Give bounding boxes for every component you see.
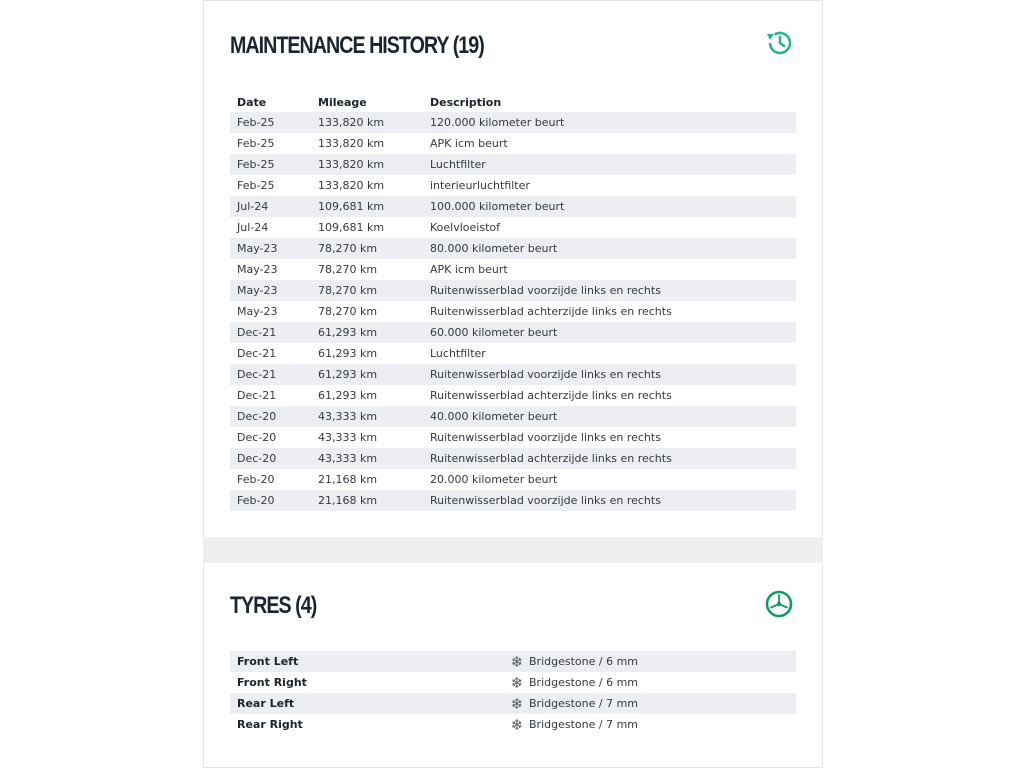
cell-mileage: 21,168 km (311, 490, 423, 511)
cell-date: Feb-25 (230, 154, 311, 175)
cell-date: Feb-20 (230, 490, 311, 511)
section-divider (203, 537, 823, 563)
tyre-brand-depth: Bridgestone / 7 mm (529, 718, 638, 731)
cell-mileage: 109,681 km (318, 221, 385, 234)
column-header-mileage: Mileage (318, 95, 367, 109)
cell-date: May-23 (237, 263, 278, 276)
cell-date: Feb-25 (237, 137, 275, 150)
cell-description: Ruitenwisserblad voorzijde links en rechts (423, 490, 796, 511)
table-row (230, 406, 796, 427)
tyre-brand-depth: Bridgestone / 7 mm (527, 693, 796, 714)
cell-date: Dec-21 (230, 364, 311, 385)
cell-date: Jul-24 (237, 221, 269, 234)
cell-date: May-23 (230, 238, 311, 259)
cell-mileage: 61,293 km (318, 389, 378, 402)
cell-mileage: 133,820 km (311, 154, 423, 175)
cell-description: APK icm beurt (430, 263, 508, 276)
cell-mileage: 43,333 km (311, 448, 423, 469)
cell-date: Dec-20 (230, 406, 311, 427)
cell-mileage: 78,270 km (311, 280, 423, 301)
snowflake-icon: ❄ (510, 715, 524, 734)
cell-description: APK icm beurt (430, 137, 508, 150)
table-row (230, 301, 796, 322)
tyre-icon (764, 589, 794, 619)
cell-description: 40.000 kilometer beurt (423, 406, 796, 427)
table-row (230, 448, 796, 469)
cell-mileage: 78,270 km (311, 238, 423, 259)
table-row (230, 196, 796, 217)
cell-date: Feb-25 (230, 112, 311, 133)
tyres-title: TYRES (4) (230, 592, 317, 619)
cell-mileage: 61,293 km (318, 347, 378, 360)
cell-date: Jul-24 (230, 196, 311, 217)
column-header-date: Date (237, 95, 267, 109)
cell-date: Dec-21 (237, 389, 277, 402)
cell-description: Ruitenwisserblad voorzijde links en rechts (423, 364, 796, 385)
cell-mileage: 61,293 km (311, 364, 423, 385)
cell-date: Dec-21 (237, 347, 277, 360)
cell-date: Dec-21 (230, 322, 311, 343)
column-header-description: Description (430, 95, 502, 109)
cell-mileage: 133,820 km (318, 137, 385, 150)
tyre-brand-depth: Bridgestone / 6 mm (529, 676, 638, 689)
cell-mileage: 78,270 km (318, 263, 378, 276)
cell-description: Ruitenwisserblad voorzijde links en rechts (430, 431, 661, 444)
cell-date: Dec-20 (237, 431, 277, 444)
table-row (230, 469, 796, 490)
snowflake-icon: ❄ (510, 673, 524, 692)
cell-description: Luchtfilter (430, 347, 486, 360)
table-row (230, 217, 796, 238)
cell-description: 80.000 kilometer beurt (423, 238, 796, 259)
snowflake-icon: ❄ (507, 651, 527, 672)
tyre-row (230, 672, 796, 693)
table-row (230, 238, 796, 259)
table-row (230, 385, 796, 406)
table-row (230, 427, 796, 448)
table-row (230, 112, 796, 133)
maintenance-table (230, 92, 796, 511)
cell-description: Ruitenwisserblad achterzijde links en rechts (430, 305, 672, 318)
cell-description: 100.000 kilometer beurt (423, 196, 796, 217)
tyre-row (230, 714, 796, 735)
cell-description: 20.000 kilometer beurt (430, 473, 558, 486)
table-row (230, 175, 796, 196)
tyre-row (230, 651, 796, 672)
table-row (230, 322, 796, 343)
history-icon (764, 28, 794, 58)
cell-description: Ruitenwisserblad achterzijde links en rechts (430, 389, 672, 402)
tyres-table (230, 651, 796, 735)
cell-mileage: 133,820 km (318, 179, 385, 192)
cell-description: Luchtfilter (423, 154, 796, 175)
cell-mileage: 21,168 km (318, 473, 378, 486)
table-row (230, 343, 796, 364)
table-header-row (230, 92, 796, 112)
cell-mileage: 109,681 km (311, 196, 423, 217)
tyre-row (230, 693, 796, 714)
tyre-position: Rear Left (230, 693, 507, 714)
table-row (230, 490, 796, 511)
cell-mileage: 43,333 km (318, 431, 378, 444)
cell-mileage: 133,820 km (311, 112, 423, 133)
cell-description: 120.000 kilometer beurt (423, 112, 796, 133)
cell-mileage: 78,270 km (318, 305, 378, 318)
table-row (230, 280, 796, 301)
tyre-position: Front Left (230, 651, 507, 672)
snowflake-icon: ❄ (507, 693, 527, 714)
cell-mileage: 61,293 km (311, 322, 423, 343)
cell-date: Feb-25 (237, 179, 275, 192)
tyre-brand-depth: Bridgestone / 6 mm (527, 651, 796, 672)
cell-date: Feb-20 (237, 473, 275, 486)
table-row (230, 154, 796, 175)
table-row (230, 133, 796, 154)
maintenance-history-card (203, 0, 823, 538)
tyre-position: Front Right (237, 676, 307, 689)
cell-date: May-23 (237, 305, 278, 318)
cell-description: Ruitenwisserblad voorzijde links en rechts (423, 280, 796, 301)
cell-description: Koelvloeistof (430, 221, 500, 234)
cell-mileage: 43,333 km (311, 406, 423, 427)
cell-description: interieurluchtfilter (430, 179, 530, 192)
cell-date: Dec-20 (230, 448, 311, 469)
maintenance-history-title: MAINTENANCE HISTORY (19) (230, 32, 484, 59)
table-row (230, 259, 796, 280)
cell-date: May-23 (230, 280, 311, 301)
table-row (230, 364, 796, 385)
cell-description: Ruitenwisserblad achterzijde links en rechts (423, 448, 796, 469)
tyre-position: Rear Right (237, 718, 303, 731)
tyres-card (203, 563, 823, 768)
cell-description: 60.000 kilometer beurt (423, 322, 796, 343)
